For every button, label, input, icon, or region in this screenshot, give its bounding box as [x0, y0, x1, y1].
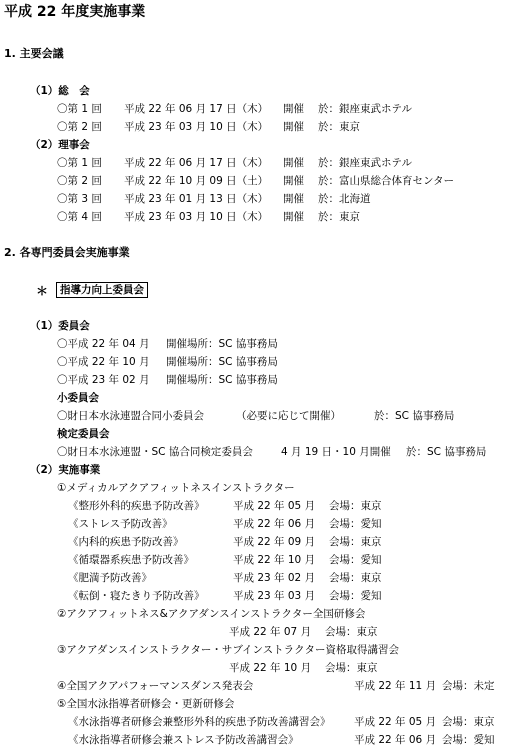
project-4-date: 平成 22 年 11 月	[354, 680, 437, 692]
course-date: 平成 22 年 09 月	[233, 536, 316, 548]
meeting-date: 平成 22 年 06 月 17 日（木）	[124, 157, 269, 169]
course-name: 《肥満予防改善》	[68, 572, 152, 584]
meeting-held: 開催	[283, 121, 304, 133]
committee-place: 開催場所：SC 協事務局	[166, 356, 278, 368]
meeting-date: 平成 23 年 03 月 10 日（木）	[124, 211, 269, 223]
committee-name-box: 指導力向上委員会	[56, 282, 148, 298]
committee-label: （1）委員会	[30, 320, 90, 332]
meeting-number: 〇第 4 回	[57, 211, 102, 223]
course-date: 平成 23 年 02 月	[233, 572, 316, 584]
bullet-marker: ＊	[36, 284, 49, 298]
project-4-venue: 会場：未定	[442, 680, 495, 692]
meeting-held: 開催	[283, 175, 304, 187]
meeting-date: 平成 23 年 03 月 10 日（木）	[124, 121, 269, 133]
course-venue: 会場：東京	[329, 536, 382, 548]
subcommittee-venue: 於：SC 協事務局	[374, 410, 455, 422]
page-title: 平成 22 年度実施事業	[4, 4, 146, 20]
meeting-number: 〇第 2 回	[57, 175, 102, 187]
course-date: 平成 22 年 10 月	[233, 554, 316, 566]
project-5-title: ⑤全国水泳指導者研修会・更新研修会	[57, 698, 235, 710]
project-3-date: 平成 22 年 10 月	[229, 662, 312, 674]
board-meeting-label: （2）理事会	[30, 139, 90, 151]
general-meeting-label: （1）総 会	[30, 85, 90, 97]
meeting-venue: 於：東京	[318, 121, 360, 133]
project-2-title: ②アクアフィットネス&アクアダンスインストラクター全国研修会	[57, 608, 366, 620]
course-venue: 会場：東京	[329, 500, 382, 512]
project-2-venue: 会場：東京	[325, 626, 378, 638]
meeting-venue: 於：北海道	[318, 193, 371, 205]
meeting-number: 〇第 3 回	[57, 193, 102, 205]
meeting-number: 〇第 1 回	[57, 103, 102, 115]
meeting-number: 〇第 1 回	[57, 157, 102, 169]
course-name: 《ストレス予防改善》	[68, 518, 173, 530]
committee-place: 開催場所：SC 協事務局	[166, 338, 278, 350]
meeting-number: 〇第 2 回	[57, 121, 102, 133]
course-name: 《水泳指導者研修会兼ストレス予防改善講習会》	[68, 734, 299, 746]
project-3-venue: 会場：東京	[325, 662, 378, 674]
course-date: 平成 23 年 03 月	[233, 590, 316, 602]
course-venue: 会場：愛知	[442, 734, 495, 746]
meeting-venue: 於：東京	[318, 211, 360, 223]
course-venue: 会場：愛知	[329, 518, 382, 530]
course-name: 《内科的疾患予防改善》	[68, 536, 184, 548]
course-venue: 会場：愛知	[329, 554, 382, 566]
meeting-held: 開催	[283, 103, 304, 115]
meeting-venue: 於：銀座東武ホテル	[318, 103, 412, 115]
course-name: 《水泳指導者研修会兼整形外科的疾患予防改善講習会》	[68, 716, 331, 728]
certification-committee-label: 検定委員会	[57, 428, 110, 440]
committee-date: 〇平成 22 年 10 月	[57, 356, 150, 368]
course-date: 平成 22 年 06 月	[233, 518, 316, 530]
meeting-date: 平成 22 年 10 月 09 日（土）	[124, 175, 269, 187]
course-venue: 会場：愛知	[329, 590, 382, 602]
section2-heading: 2. 各専門委員会実施事業	[4, 246, 130, 259]
certification-committee-name: 〇財日本水泳連盟・SC 協合同検定委員会	[57, 446, 253, 458]
project-1-title: ①メディカルアクアフィットネスインストラクター	[57, 482, 295, 494]
certification-committee-venue: 於：SC 協事務局	[406, 446, 487, 458]
course-date: 平成 22 年 05 月	[233, 500, 316, 512]
course-name: 《転倒・寝たきり予防改善》	[68, 590, 205, 602]
course-name: 《循環器系疾患予防改善》	[68, 554, 194, 566]
meeting-held: 開催	[283, 157, 304, 169]
committee-place: 開催場所：SC 協事務局	[166, 374, 278, 386]
course-venue: 会場：東京	[329, 572, 382, 584]
meeting-venue: 於：富山県総合体育センター	[318, 175, 455, 187]
meeting-held: 開催	[283, 193, 304, 205]
subcommittee-label: 小委員会	[57, 392, 99, 404]
project-3-title: ③アクアダンスインストラクター・サブインストラクター資格取得講習会	[57, 644, 399, 656]
course-name: 《整形外科的疾患予防改善》	[68, 500, 205, 512]
meeting-date: 平成 23 年 01 月 13 日（木）	[124, 193, 269, 205]
projects-label: （2）実施事業	[30, 464, 101, 476]
subcommittee-note: （必要に応じて開催）	[236, 410, 341, 422]
course-venue: 会場：東京	[442, 716, 495, 728]
section1-heading: 1. 主要会議	[4, 47, 64, 60]
course-date: 平成 22 年 06 月	[354, 734, 437, 746]
meeting-date: 平成 22 年 06 月 17 日（木）	[124, 103, 269, 115]
course-date: 平成 22 年 05 月	[354, 716, 437, 728]
subcommittee-name: 〇財日本水泳連盟合同小委員会	[57, 410, 204, 422]
committee-date: 〇平成 23 年 02 月	[57, 374, 150, 386]
meeting-venue: 於：銀座東武ホテル	[318, 157, 412, 169]
committee-date: 〇平成 22 年 04 月	[57, 338, 150, 350]
project-4-title: ④全国アクアパフォーマンスダンス発表会	[57, 680, 254, 692]
certification-committee-note: 4 月 19 日・10 月開催	[281, 446, 391, 458]
meeting-held: 開催	[283, 211, 304, 223]
project-2-date: 平成 22 年 07 月	[229, 626, 312, 638]
